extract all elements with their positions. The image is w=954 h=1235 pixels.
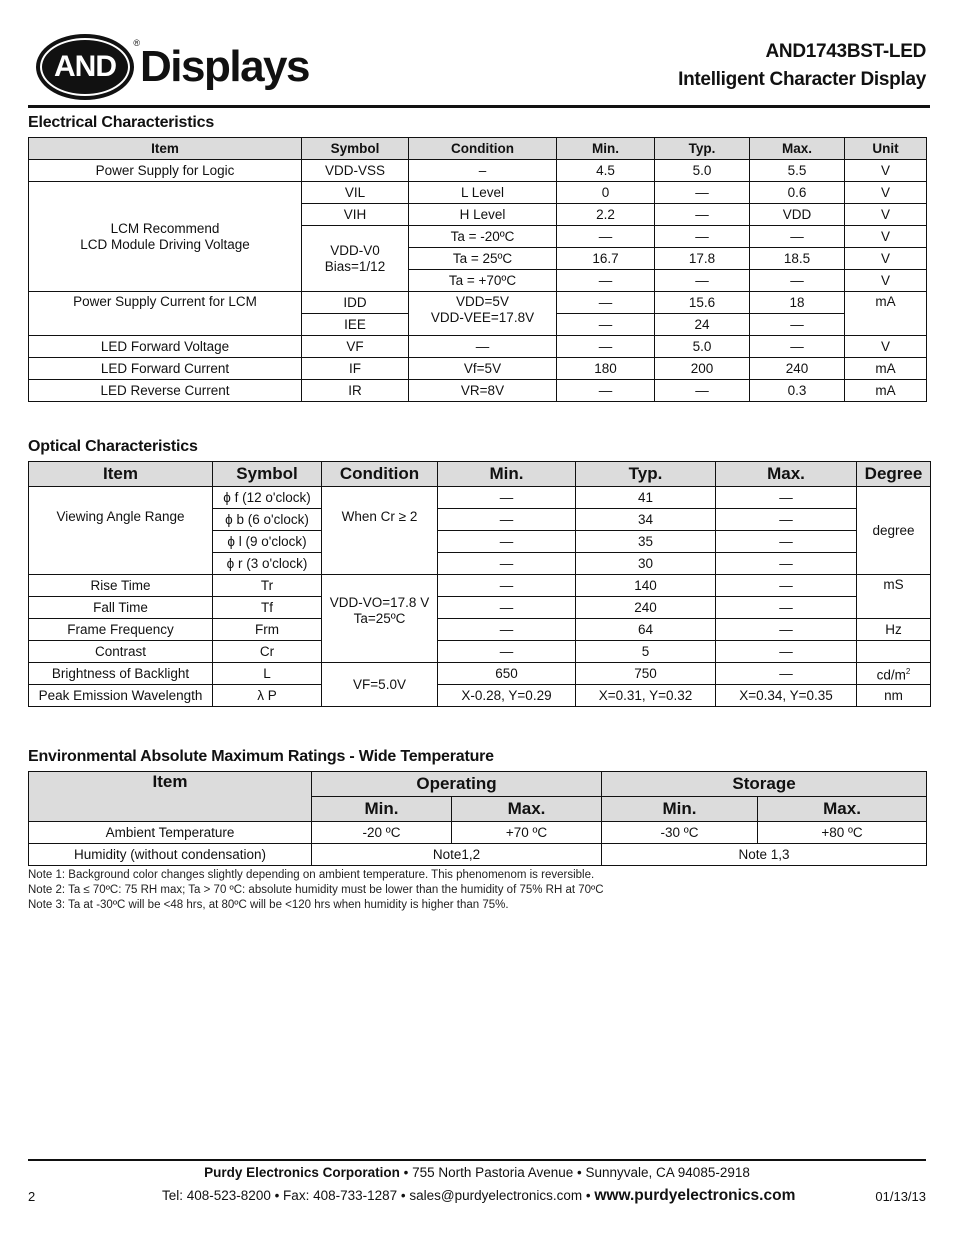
cell-item: Humidity (without condensation) — [29, 844, 312, 866]
cell-typ: 750 — [576, 663, 716, 685]
header-unit: Unit — [845, 138, 927, 160]
cell-min: — — [438, 553, 576, 575]
header-max: Max. — [716, 462, 857, 487]
cell-max: 0.3 — [750, 380, 845, 402]
current-cond-line1: VDD=5V — [456, 294, 509, 309]
cell-item: Fall Time — [29, 597, 213, 619]
optical-table — [28, 461, 931, 707]
cell-condition: VF=5.0V — [322, 663, 438, 707]
cell-min: — — [557, 314, 655, 336]
cell-unit: nm — [857, 685, 931, 707]
header-condition: Condition — [322, 462, 438, 487]
cell-typ: — — [655, 182, 750, 204]
cell-unit: degree — [857, 487, 931, 575]
cell-condition: — — [409, 336, 557, 358]
header-op-min: Min. — [312, 797, 452, 822]
cell-max: — — [750, 226, 845, 248]
environmental-table — [28, 771, 927, 866]
cell-condition: Ta = 25ºC — [409, 248, 557, 270]
header-typ: Typ. — [576, 462, 716, 487]
table-row — [29, 336, 927, 358]
header-divider — [28, 105, 930, 108]
cell-st-min: -30 ºC — [602, 822, 758, 844]
cell-min: — — [438, 597, 576, 619]
current-cond-line2: VDD-VEE=17.8V — [430, 310, 535, 325]
table-header-row — [29, 772, 927, 797]
cell-condition — [322, 575, 438, 663]
header-storage: Storage — [602, 772, 927, 797]
cell-max: 18.5 — [750, 248, 845, 270]
cell-max: 0.6 — [750, 182, 845, 204]
table-row — [29, 358, 927, 380]
cell-symbol: ϕ l (9 o'clock) — [213, 531, 322, 553]
cell-item: Rise Time — [29, 575, 213, 597]
cell-item: Power Supply for Logic — [29, 160, 302, 182]
cell-item: Viewing Angle Range — [29, 487, 213, 575]
cell-min: — — [557, 226, 655, 248]
cell-typ: — — [655, 204, 750, 226]
cell-typ: 140 — [576, 575, 716, 597]
cell-max: — — [716, 597, 857, 619]
cell-item: Brightness of Backlight — [29, 663, 213, 685]
table-row — [29, 182, 927, 204]
phi-symbol: ϕ — [226, 555, 235, 571]
table-row — [29, 380, 927, 402]
lcm-item-line1: LCM Recommend — [110, 220, 220, 236]
table-header-row — [29, 462, 931, 487]
cell-item: Power Supply Current for LCM — [29, 292, 302, 336]
cell-st-max: +80 ºC — [758, 822, 927, 844]
phi-symbol: ϕ — [225, 511, 233, 527]
optical-title: Optical Characteristics — [28, 438, 198, 455]
unit-superscript: 2 — [905, 666, 911, 676]
cell-symbol: VDD-VSS — [302, 160, 409, 182]
cell-symbol: ϕ r (3 o'clock) — [213, 553, 322, 575]
note-1: Note 1: Background color changes slightly depending on ambient temperature. This phenomenom is reversible. — [28, 869, 595, 881]
cell-storage: Note 1,3 — [602, 844, 927, 866]
cell-max: — — [750, 336, 845, 358]
cell-symbol: ϕ b (6 o'clock) — [213, 509, 322, 531]
cell-unit: V — [845, 248, 927, 270]
cell-max: — — [716, 553, 857, 575]
cell-typ: 200 — [655, 358, 750, 380]
cell-item: Frame Frequency — [29, 619, 213, 641]
timing-cond-line2: Ta=25ºC — [353, 611, 406, 626]
cell-typ: 34 — [576, 509, 716, 531]
cell-min: 2.2 — [557, 204, 655, 226]
cell-typ: 35 — [576, 531, 716, 553]
cell-symbol: Tr — [213, 575, 322, 597]
cell-typ: — — [655, 270, 750, 292]
cell-condition — [409, 292, 557, 336]
cell-item: Contrast — [29, 641, 213, 663]
cell-max: — — [716, 531, 857, 553]
cell-typ: X=0.31, Y=0.32 — [576, 685, 716, 707]
cell-min: 180 — [557, 358, 655, 380]
table-row — [29, 575, 931, 597]
header-condition: Condition — [409, 138, 557, 160]
table-row — [29, 844, 927, 866]
cell-max: — — [716, 575, 857, 597]
cell-min: — — [557, 380, 655, 402]
header-min: Min. — [438, 462, 576, 487]
cell-condition: H Level — [409, 204, 557, 226]
cell-min: 16.7 — [557, 248, 655, 270]
cell-op-max: +70 ºC — [452, 822, 602, 844]
cell-symbol: λ P — [213, 685, 322, 707]
notes — [28, 868, 604, 913]
cell-typ: 5.0 — [655, 160, 750, 182]
cell-condition: Ta = +70ºC — [409, 270, 557, 292]
footer-website-link[interactable]: www.purdyelectronics.com — [594, 1187, 796, 1204]
lcm-item-line2: LCD Module Driving Voltage — [80, 236, 250, 252]
phi-symbol: ϕ — [227, 533, 235, 549]
logo-displays-text: Displays — [140, 42, 309, 91]
electrical-table — [28, 137, 927, 402]
cell-max: — — [716, 487, 857, 509]
cell-min: 650 — [438, 663, 576, 685]
cell-symbol: ϕ f (12 o'clock) — [213, 487, 322, 509]
cell-item: LED Reverse Current — [29, 380, 302, 402]
cell-symbol: VF — [302, 336, 409, 358]
footer-divider — [28, 1159, 926, 1161]
cell-symbol: IEE — [302, 314, 409, 336]
cell-unit: mA — [845, 292, 927, 336]
cell-typ: 24 — [655, 314, 750, 336]
cell-symbol: IR — [302, 380, 409, 402]
note-2: Note 2: Ta ≤ 70ºC: 75 RH max; Ta > 70 ºC: absolute humidity must be lower than the humidity of 75% RH at 70ºC — [28, 884, 604, 896]
cell-min: — — [438, 619, 576, 641]
cell-symbol: VIL — [302, 182, 409, 204]
cell-symbol: Cr — [213, 641, 322, 663]
header-degree: Degree — [857, 462, 931, 487]
header-typ: Typ. — [655, 138, 750, 160]
cell-max: X=0.34, Y=0.35 — [716, 685, 857, 707]
cell-min: — — [438, 531, 576, 553]
header-symbol: Symbol — [213, 462, 322, 487]
cell-unit: Hz — [857, 619, 931, 641]
cell-symbol: Tf — [213, 597, 322, 619]
product-name: Intelligent Character Display — [678, 69, 926, 90]
footer-contact: Tel: 408-523-8200 • Fax: 408-733-1287 • sales@purdyelectronics.com • — [162, 1188, 595, 1203]
cell-typ: — — [655, 226, 750, 248]
cell-min: X-0.28, Y=0.29 — [438, 685, 576, 707]
table-row — [29, 685, 931, 707]
cell-unit: V — [845, 160, 927, 182]
cell-item: LED Forward Current — [29, 358, 302, 380]
cell-symbol: IF — [302, 358, 409, 380]
cell-max: 18 — [750, 292, 845, 314]
footer-contact-line — [162, 1187, 795, 1205]
header-st-min: Min. — [602, 797, 758, 822]
cell-typ: 5.0 — [655, 336, 750, 358]
table-row — [29, 619, 931, 641]
header-st-max: Max. — [758, 797, 927, 822]
page-number: 2 — [28, 1189, 36, 1204]
cell-condition: L Level — [409, 182, 557, 204]
cell-max: 5.5 — [750, 160, 845, 182]
cell-symbol: VIH — [302, 204, 409, 226]
header-min: Min. — [557, 138, 655, 160]
cell-max: — — [716, 619, 857, 641]
cell-max: — — [716, 663, 857, 685]
cell-condition: VR=8V — [409, 380, 557, 402]
table-row — [29, 663, 931, 685]
cell-unit: mS — [857, 575, 931, 619]
cell-typ: 15.6 — [655, 292, 750, 314]
cell-unit: mA — [845, 358, 927, 380]
cell-unit: V — [845, 226, 927, 248]
cell-item: LED Forward Voltage — [29, 336, 302, 358]
cell-unit: V — [845, 336, 927, 358]
vdd-symbol-line1: VDD-V0 — [330, 242, 380, 258]
header-max: Max. — [750, 138, 845, 160]
cell-typ: 41 — [576, 487, 716, 509]
cell-max: 240 — [750, 358, 845, 380]
cell-min: — — [438, 641, 576, 663]
timing-cond-line1: VDD-VO=17.8 V — [329, 595, 430, 610]
cell-symbol: IDD — [302, 292, 409, 314]
cell-symbol: Frm — [213, 619, 322, 641]
cell-max: VDD — [750, 204, 845, 226]
cell-unit: mA — [845, 380, 927, 402]
cell-unit: V — [845, 182, 927, 204]
cell-condition: Ta = -20ºC — [409, 226, 557, 248]
table-row — [29, 160, 927, 182]
cell-unit: V — [845, 270, 927, 292]
electrical-title: Electrical Characteristics — [28, 114, 215, 131]
table-row — [29, 292, 927, 314]
cell-min: — — [438, 509, 576, 531]
cell-condition: – — [409, 160, 557, 182]
footer-address-line — [0, 1165, 954, 1180]
cell-min: 4.5 — [557, 160, 655, 182]
cell-symbol: L — [213, 663, 322, 685]
cell-max: — — [750, 270, 845, 292]
cell-typ: 17.8 — [655, 248, 750, 270]
cell-condition: When Cr ≥ 2 — [322, 487, 438, 575]
cell-condition: Vf=5V — [409, 358, 557, 380]
cell-item: Peak Emission Wavelength — [29, 685, 213, 707]
cell-op-min: -20 ºC — [312, 822, 452, 844]
cell-max: — — [750, 314, 845, 336]
footer-company: Purdy Electronics Corporation — [204, 1165, 400, 1180]
cell-max: — — [716, 509, 857, 531]
table-row — [29, 822, 927, 844]
cell-typ: 240 — [576, 597, 716, 619]
cell-min: 0 — [557, 182, 655, 204]
cell-typ: 5 — [576, 641, 716, 663]
cell-min: — — [557, 336, 655, 358]
table-row — [29, 597, 931, 619]
header-item: Item — [29, 772, 312, 822]
logo-registered-mark: ® — [133, 38, 140, 48]
model-number: AND1743BST-LED — [765, 41, 926, 62]
cell-unit: $cd/m^2$ — [857, 663, 931, 685]
environmental-title: Environmental Absolute Maximum Ratings - Wide Temperature — [28, 748, 494, 765]
cell-typ: 64 — [576, 619, 716, 641]
footer-date: 01/13/13 — [875, 1189, 926, 1204]
company-logo — [36, 34, 309, 100]
cell-unit: V — [845, 204, 927, 226]
logo-and-text: AND — [54, 50, 116, 83]
note-3: Note 3: Ta at -30ºC will be <48 hrs, at 80ºC will be <120 hrs when humidity is higher than 75%. — [28, 899, 509, 911]
cell-item — [29, 182, 302, 292]
document-header — [678, 38, 926, 94]
header-item: Item — [29, 462, 213, 487]
logo-oval — [36, 34, 140, 100]
header-op-max: Max. — [452, 797, 602, 822]
cell-typ: — — [655, 380, 750, 402]
cell-operating: Note1,2 — [312, 844, 602, 866]
table-row — [29, 641, 931, 663]
footer-address: • 755 North Pastoria Avenue • Sunnyvale, CA 94085-2918 — [399, 1165, 750, 1180]
table-header-row — [29, 138, 927, 160]
cell-unit — [857, 641, 931, 663]
cell-item: Ambient Temperature — [29, 822, 312, 844]
cell-typ: 30 — [576, 553, 716, 575]
cell-min: — — [557, 270, 655, 292]
cell-min: — — [438, 487, 576, 509]
phi-symbol: ϕ — [223, 489, 231, 505]
cell-symbol — [302, 226, 409, 292]
header-item: Item — [29, 138, 302, 160]
header-operating: Operating — [312, 772, 602, 797]
header-symbol: Symbol — [302, 138, 409, 160]
table-row — [29, 487, 931, 509]
cell-max: — — [716, 641, 857, 663]
cell-min: — — [557, 292, 655, 314]
vdd-symbol-line2: Bias=1/12 — [324, 258, 386, 274]
cell-min: — — [438, 575, 576, 597]
